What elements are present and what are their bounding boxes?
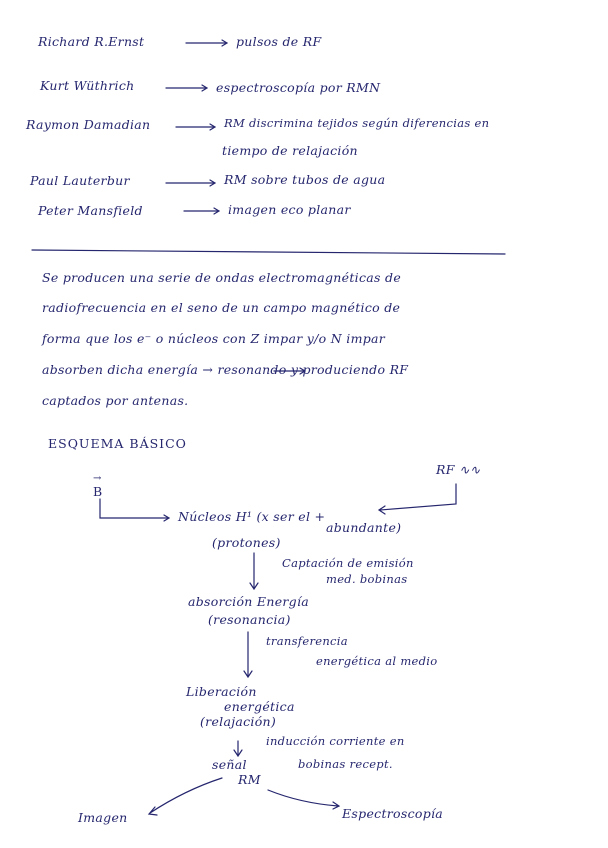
arrow-mansfield (184, 208, 219, 214)
person-contribution: RM sobre tubos de agua (224, 172, 386, 187)
down-arrow-1 (250, 553, 258, 589)
paragraph-line: radiofrecuencia en el seno de un campo magnético de (42, 300, 401, 315)
down-arrow-3 (234, 741, 242, 756)
field-arrow-icon: → (93, 473, 102, 484)
note-transfer-cont: energética al medio (316, 654, 438, 668)
release-label-cont: energética (224, 699, 295, 714)
paragraph-line: forma que los e⁻ o núcleos con Z impar y/o N impar (42, 331, 386, 346)
paragraph-line: Se producen una serie de ondas electromagnéticas de (42, 270, 402, 285)
branch-spectro (268, 790, 339, 809)
resonance-label: (resonancia) (208, 612, 291, 627)
nuclei-label: Núcleos H¹ (x ser el + (178, 509, 326, 524)
paragraph-line: captados por antenas. (42, 393, 189, 408)
person-contribution: espectroscopía por RMN (216, 80, 381, 95)
note-capture-cont: med. bobinas (326, 572, 408, 586)
rm-label: RM (238, 772, 261, 787)
field-bracket (100, 499, 169, 521)
note-capture: Captación de emisión (282, 556, 414, 570)
person-contribution-cont: tiempo de relajación (222, 143, 358, 158)
release-label: Liberación (186, 684, 257, 699)
protons-label: (protones) (212, 535, 281, 550)
person-name: Richard R.Ernst (38, 34, 145, 49)
spectroscopy-label: Espectroscopía (342, 806, 444, 821)
note-induction-cont: bobinas recept. (298, 757, 393, 771)
image-label: Imagen (78, 810, 128, 825)
arrow-lauterbur (166, 180, 215, 186)
rf-bracket (379, 484, 456, 514)
person-name: Paul Lauterbur (30, 173, 130, 188)
person-name: Peter Mansfield (38, 203, 143, 218)
person-contribution: pulsos de RF (236, 34, 322, 49)
absorption-label: absorción Energía (188, 594, 310, 609)
relaxation-label: (relajación) (200, 714, 277, 729)
nuclei-label-cont: abundante) (326, 520, 402, 535)
arrow-damadian (176, 124, 215, 130)
field-label: B (93, 484, 103, 499)
scheme-heading: ESQUEMA BÁSICO (48, 436, 187, 451)
note-induction: inducción corriente en (266, 734, 405, 748)
arrow-ernst (186, 40, 227, 46)
rf-label: RF ∿∿ (436, 462, 481, 477)
person-name: Raymon Damadian (26, 117, 151, 132)
note-transfer: transferencia (266, 634, 348, 648)
divider-line (32, 250, 505, 254)
arrow-wuthrich (166, 85, 207, 91)
branch-image (149, 778, 222, 815)
person-name: Kurt Wüthrich (40, 78, 135, 93)
paragraph-line: absorben dicha energía → resonando y produciendo RF (42, 362, 409, 377)
signal-label: señal (212, 757, 247, 772)
person-contribution: imagen eco planar (228, 202, 351, 217)
down-arrow-2 (244, 632, 252, 677)
person-contribution: RM discrimina tejidos según diferencias en (224, 116, 490, 130)
